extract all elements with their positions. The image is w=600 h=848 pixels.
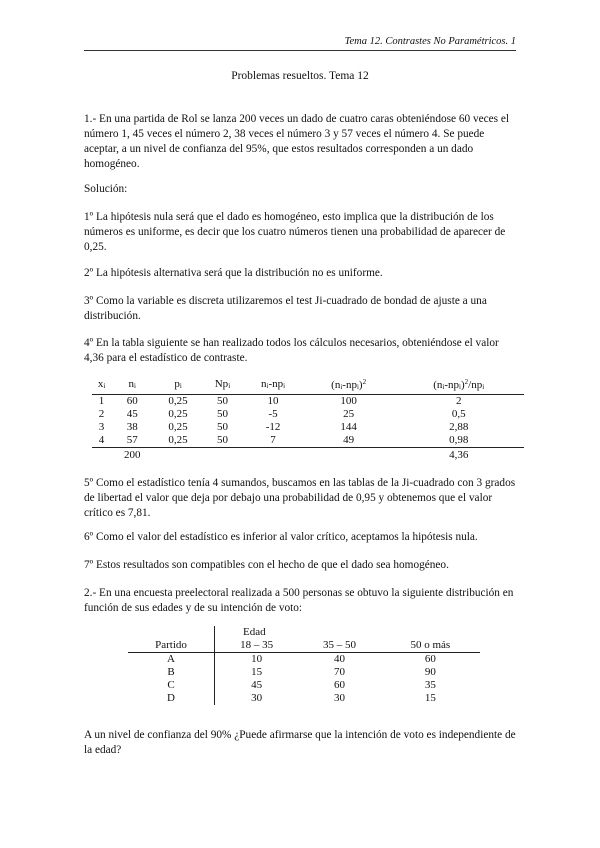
col-ni: $n_i$ — [111, 376, 153, 395]
col-diff-sq: $(n_i-np_i)^2$ — [304, 376, 394, 395]
partido-label: Partido — [128, 639, 215, 653]
table-row: 4 57 0,25 50 7 49 0,98 — [98, 434, 469, 446]
step-2: 2º La hipótesis alternativa será que la distribución no es uniforme. — [84, 267, 383, 279]
col-diff: $n_i-np_i$ — [242, 376, 304, 395]
step-4: 4º En la tabla siguiente se han realizado todos los cálculos necesarios, obteniéndose el valor 4,36 para el estadístico de contraste. — [84, 337, 499, 364]
age-group-header: 18 – 35 — [215, 639, 299, 653]
col-xi: $x_i$ — [92, 376, 111, 395]
edad-label: Edad — [243, 626, 266, 638]
table-row: C 45 60 35 — [128, 679, 480, 692]
col-npi: $Np_i$ — [203, 376, 242, 395]
step-7: 7º Estos resultados son compatibles con el hecho de que el dado sea homogéneo. — [84, 559, 449, 571]
table-row: D 30 30 15 — [128, 692, 480, 705]
age-group-header: 50 o más — [381, 639, 480, 653]
step-5: 5º Como el estadístico tenía 4 sumandos, buscamos en las tablas de la Ji-cuadrado con 3 grados de libertad el valor que deja por debajo una probabilidad de 0,95 y obtenemos que el valor crítico es 7,81. — [84, 477, 516, 519]
page-title: Problemas resueltos. Tema 12 — [231, 70, 369, 82]
table-row: 1 60 0,25 50 10 100 2 — [98, 395, 462, 407]
table-row: 3 38 0,25 50 -12 144 2,88 — [98, 421, 469, 433]
table-row: 2 45 0,25 50 -5 25 0,5 — [98, 408, 466, 420]
step-6: 6º Como el valor del estadístico es inferior al valor crítico, aceptamos la hipótesis nula. — [84, 531, 478, 543]
running-header: Tema 12. Contrastes No Paramétricos. 1 — [344, 36, 516, 47]
total-n: 200 — [111, 448, 153, 463]
contingency-table — [128, 626, 480, 705]
problem2-question: A un nivel de confianza del 90% ¿Puede afirmarse que la intención de voto es independiente de la edad? — [84, 729, 516, 756]
totals-row — [92, 448, 524, 463]
problem2-statement: 2.- En una encuesta preelectoral realizada a 500 personas se obtuvo la siguiente distribución en función de sus edades y de su intención de voto: — [84, 587, 514, 614]
problem1-statement: 1.- En una partida de Rol se lanza 200 veces un dado de cuatro caras obteniéndose 60 veces el número 1, 45 veces el número 2, 38 veces el número 3 y 57 veces el número 4. Se puede aceptar, a un nivel de confianza del 95%, que estos resultados corresponden a un dado homogéneo. — [84, 113, 510, 170]
header-rule — [84, 50, 516, 51]
chi-square-table — [92, 376, 524, 462]
total-statistic: 4,36 — [393, 448, 524, 463]
step-3: 3º Como la variable es discreta utilizaremos el test Ji-cuadrado de bondad de ajuste a una distribución. — [84, 295, 487, 322]
col-ratio: $(n_i-np_i)^2/np_i$ — [393, 376, 524, 395]
step-1: 1º La hipótesis nula será que el dado es homogéneo, esto implica que la distribución de los números es uniforme, es decir que los cuatro números tienen una probabilidad de aparecer de 0,25. — [84, 211, 506, 253]
age-group-header: 35 – 50 — [298, 639, 380, 653]
table-row: A 10 40 60 — [128, 653, 480, 667]
col-pi: $p_i$ — [153, 376, 202, 395]
solution-label: Solución: — [84, 183, 128, 195]
table-row: B 15 70 90 — [128, 666, 480, 679]
